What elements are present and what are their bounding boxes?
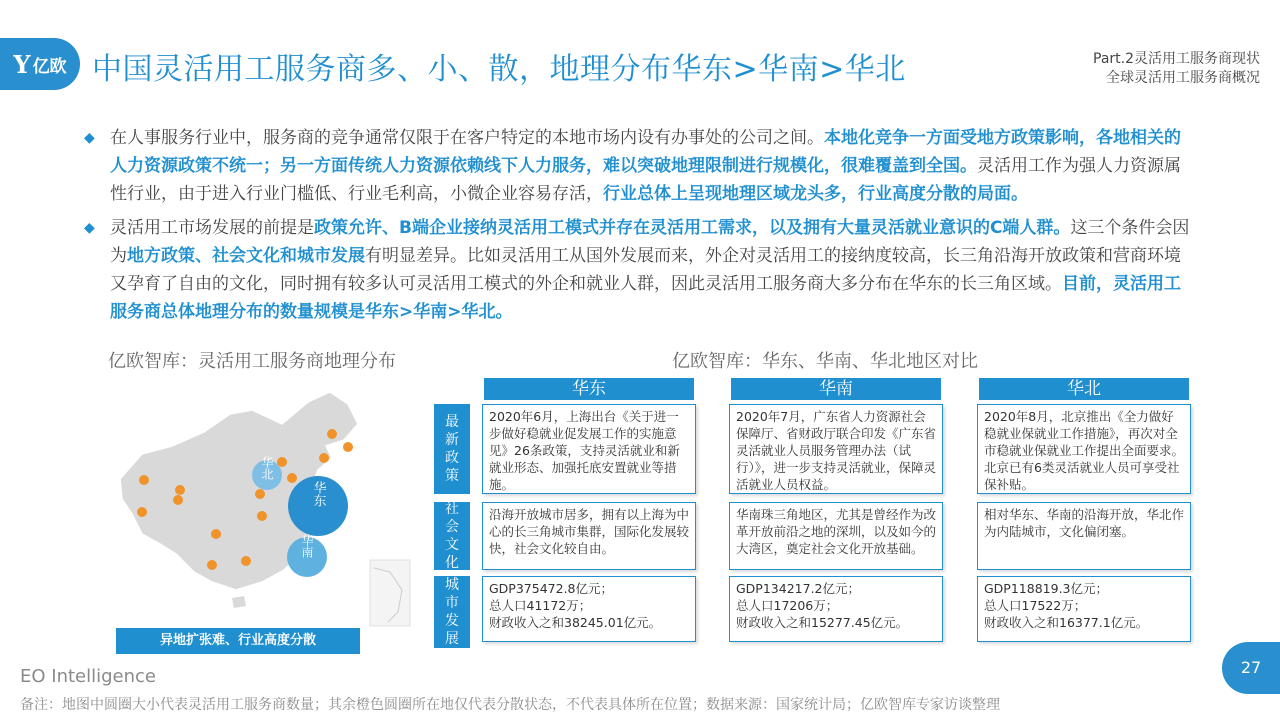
- footer-note: 备注：地图中圆圈大小代表灵活用工服务商数量；其余橙色圆圈所在地仅代表分散状态，不代表具体所在位置；数据来源：国家统计局；亿欧智库专家访谈整理: [20, 697, 1000, 713]
- bullet-text: 在人事服务行业中，服务商的竞争通常仅限于在客户特定的本地市场内设有办事处的公司之间。本地化竞争一方面受地方政策影响，各地相关的人力资源政策不统一；另一方面传统人力资源依赖线下人力服务，难以突破地理限制进行规模化，很难覆盖到全国。灵活用工作为强人力资源属性行业，由于进入行业门槛低、行业毛利高，小微企业容易存活，行业总体上呈现地理区域龙头多，行业高度分散的局面。: [110, 128, 1181, 204]
- cell-huanan-policy: 2020年7月，广东省人力资源社会保障厅、省财政厅联合印发《广东省灵活就业人员服务管理办法（试行）》，进一步支持灵活就业，保障灵活就业人员权益。: [729, 404, 943, 494]
- brand-logo: [0, 38, 80, 90]
- scatter-dot: [139, 475, 149, 485]
- page-title: 中国灵活用工服务商多、小、散，地理分布华东>华南>华北: [92, 52, 906, 87]
- cell-huabei-culture: 相对华东、华南的沿海开放，华北作为内陆城市，文化偏闭塞。: [977, 502, 1191, 570]
- cell-huabei-city: GDP118819.3亿元； 总人口17522万； 财政收入之和16377.1亿元。: [977, 576, 1191, 642]
- hainan-island: [232, 596, 246, 608]
- scatter-dot: [343, 442, 353, 452]
- footer-brand: EO Intelligence: [20, 666, 156, 687]
- scatter-dot: [241, 556, 251, 566]
- section-caption: [1093, 50, 1260, 88]
- scatter-dot: [319, 453, 329, 463]
- scatter-dot: [327, 429, 337, 439]
- bullet-text: 灵活用工市场发展的前提是政策允许、B端企业接纳灵活用工模式并存在灵活用工需求，以及拥有大量灵活就业意识的C端人群。这三个条件会因为地方政策、社会文化和城市发展有明显差异。比如灵活用工从国外发展而来，外企对灵活用工的接纳度较高，长三角沿海开放政策和营商环境又孕育了自由的文化，同时拥有较多认可灵活用工模式的外企和就业人群，因此灵活用工服务商大多分布在华东的长三角区域。目前，灵活用工服务商总体地理分布的数量规模是华东>华南>华北。: [110, 218, 1190, 322]
- scatter-dot: [255, 489, 265, 499]
- logo-text: 亿欧: [32, 56, 67, 77]
- row-label-culture: 社会文化: [434, 502, 470, 570]
- diamond-bullet-icon: ◆: [84, 130, 95, 146]
- column-header-huadong: 华东: [484, 378, 694, 400]
- cell-huadong-policy: 2020年6月，上海出台《关于进一步做好稳就业促发展工作的实施意见》26条政策，支持灵活就业和新就业形态、加强托底安置就业等措施。: [482, 404, 696, 494]
- part-line-2: 全球灵活用工服务商概况: [1106, 70, 1260, 86]
- label-huanan: 华南: [300, 534, 314, 558]
- scatter-dot: [211, 529, 221, 539]
- scatter-dot: [173, 495, 183, 505]
- bullet-item: [84, 214, 1194, 326]
- scatter-dot: [207, 560, 217, 570]
- cell-huanan-city: GDP134217.2亿元； 总人口17206万； 财政收入之和15277.45亿元。: [729, 576, 943, 642]
- cell-huanan-culture: 华南珠三角地区，尤其是曾经作为改革开放前沿之地的深圳，以及如今的大湾区，奠定社会文化开放基础。: [729, 502, 943, 570]
- cell-huabei-policy: 2020年8月，北京推出《全力做好稳就业保就业工作措施》，再次对全市稳就业保就业工作提出全面要求。北京已有6类灵活就业人员可享受社保补贴。: [977, 404, 1191, 494]
- map-section-title: 亿欧智库：灵活用工服务商地理分布: [108, 351, 396, 372]
- column-header-huabei: 华北: [979, 378, 1189, 400]
- diamond-bullet-icon: ◆: [84, 220, 95, 236]
- scatter-dot: [287, 473, 297, 483]
- cell-huadong-culture: 沿海开放城市居多，拥有以上海为中心的长三角城市集群，国际化发展较快，社会文化较自由。: [482, 502, 696, 570]
- scatter-dot: [257, 511, 267, 521]
- scatter-dot: [175, 485, 185, 495]
- map-conclusion-banner: 异地扩张难、行业高度分散: [116, 628, 360, 654]
- part-line-1: Part.2灵活用工服务商现状: [1093, 51, 1260, 67]
- south-sea-inset: [370, 560, 410, 626]
- page-number: 27: [1222, 642, 1280, 694]
- china-map: [112, 384, 412, 628]
- cell-huadong-city: GDP375472.8亿元； 总人口41172万； 财政收入之和38245.01亿元。: [482, 576, 696, 642]
- row-label-city: 城市发展: [434, 576, 470, 648]
- logo-mark: Y: [13, 49, 31, 79]
- scatter-dot: [137, 507, 147, 517]
- scatter-dot: [277, 457, 287, 467]
- column-header-huanan: 华南: [731, 378, 941, 400]
- label-huabei: 华北: [260, 456, 274, 480]
- bullet-item: [84, 124, 1194, 208]
- label-huadong: 华东: [310, 481, 326, 507]
- bullet-list: [84, 124, 1194, 332]
- compare-section-title: 亿欧智库：华东、华南、华北地区对比: [672, 351, 978, 372]
- row-label-policy: 最新政策: [434, 404, 470, 494]
